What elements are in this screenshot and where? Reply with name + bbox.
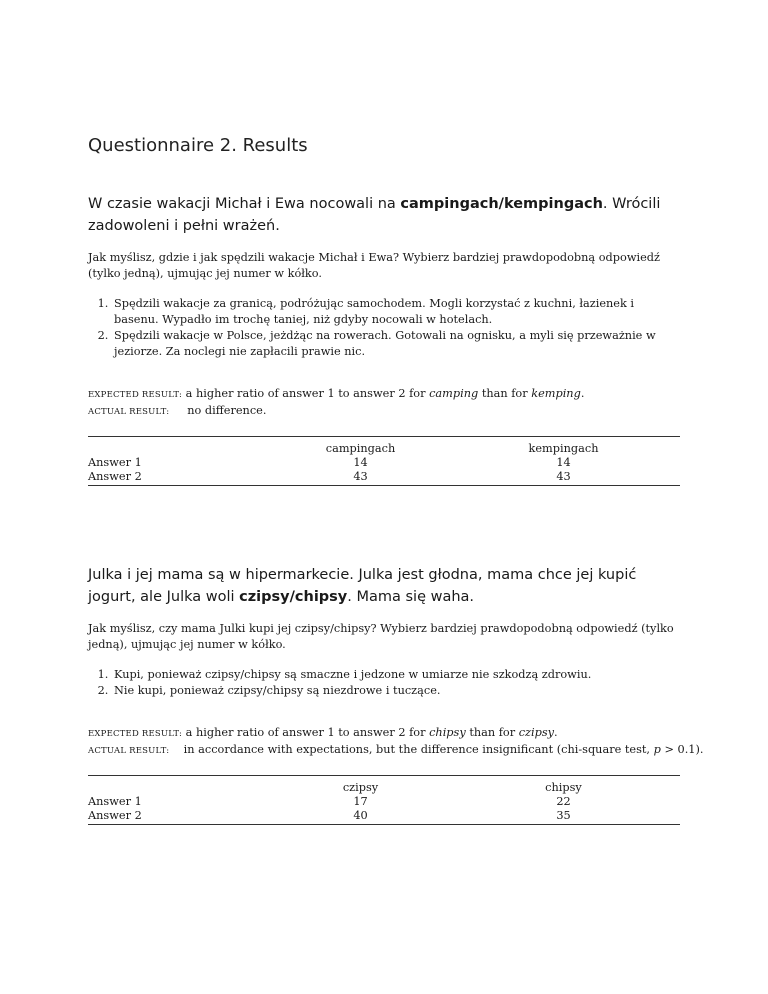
actual-result [88, 742, 704, 759]
results-block [88, 386, 680, 420]
expected-term: chipsy [429, 726, 466, 739]
table-header-row [88, 437, 680, 457]
answer-option-2: 2. Nie kupi, ponieważ czipsy/chipsy są niezdrowe i tuczące. [112, 683, 680, 699]
expected-text: a higher ratio of answer 1 to answer 2 for [185, 387, 430, 400]
expected-label: EXPECTED RESULT: [88, 390, 183, 400]
table-cell: 43 [556, 470, 571, 483]
results-table [88, 436, 680, 486]
table-header-empty [88, 437, 274, 457]
table-header-cell: chipsy [545, 781, 582, 794]
scenario-heading [88, 564, 680, 608]
table-row [88, 809, 680, 825]
table-row [88, 470, 680, 486]
expected-result [88, 386, 680, 403]
expected-term: kemping [531, 387, 581, 400]
heading-keyword: czipsy/chipsy [239, 589, 348, 605]
heading-text: . Mama się waha. [347, 589, 475, 605]
actual-text: in accordance with expectations, but the difference insignificant (chi-square test, [183, 743, 654, 756]
table-cell: 35 [556, 809, 571, 822]
row-label: Answer 2 [88, 809, 142, 822]
table-header-row [88, 776, 680, 796]
table-header-cell: campingach [325, 442, 396, 455]
actual-text: no difference. [187, 404, 267, 417]
table-header-cell: kempingach [528, 442, 599, 455]
heading-keyword: campingach/kempingach [400, 196, 603, 212]
expected-text: than for [465, 726, 519, 739]
table-header-cell: czipsy [342, 781, 379, 794]
results-block [88, 725, 704, 759]
expected-term: camping [429, 387, 479, 400]
answer-option-2: 2. Spędzili wakacje w Polsce, jeżdżąc na rowerach. Gotowali na ognisku, a myli się przeważnie w jeziorze. Za noclegi nie zapłacili prawie nic. [112, 328, 680, 360]
answer-list [88, 296, 680, 360]
row-label: Answer 1 [88, 456, 142, 469]
table-cell: 14 [353, 456, 368, 469]
table-cell: 14 [556, 456, 571, 469]
question-section-2 [88, 564, 704, 825]
actual-term: p [653, 743, 661, 756]
page-title: Questionnaire 2. Results [88, 135, 308, 156]
heading-text: Julka i jej mama są w hipermarkecie. Julka jest głodna, mama chce jej kupić jogurt, ale Julka woli [88, 567, 637, 605]
table-header-empty [88, 776, 274, 796]
expected-text: than for [478, 387, 532, 400]
results-table [88, 775, 680, 825]
table-cell: 17 [353, 795, 368, 808]
actual-result [88, 403, 680, 420]
table-cell: 40 [353, 809, 368, 822]
expected-text: . [554, 726, 558, 739]
expected-text: . [580, 387, 585, 400]
question-text: Jak myślisz, czy mama Julki kupi jej czipsy/chipsy? Wybierz bardziej prawdopodobną odpowiedź (tylko jedną), ujmując jej numer w kółko. [88, 622, 674, 651]
table-row [88, 456, 680, 470]
heading-text: . Wrócili zadowoleni i pełni wrażeń. [88, 196, 661, 234]
expected-label: EXPECTED RESULT: [88, 729, 183, 739]
expected-result [88, 725, 680, 742]
actual-text: > 0.1). [660, 743, 704, 756]
heading-text: W czasie wakacji Michał i Ewa nocowali na [88, 196, 401, 212]
answer-option-1: 1. Spędzili wakacje za granicą, podróżując samochodem. Mogli korzystać z kuchni, łazienek i basenu. Wypadło im trochę taniej, niż gdyby nocowali w hotelach. [112, 296, 680, 328]
question-text: Jak myślisz, gdzie i jak spędzili wakacje Michał i Ewa? Wybierz bardziej prawdopodobną odpowiedź (tylko jedną), ujmując jej numer w kółko. [88, 251, 660, 280]
row-label: Answer 2 [88, 470, 142, 483]
table-row [88, 795, 680, 809]
actual-label: ACTUAL RESULT: [88, 746, 170, 756]
scenario-heading [88, 193, 680, 237]
table-cell: 22 [556, 795, 571, 808]
row-label: Answer 1 [88, 795, 142, 808]
answer-option-1: 1. Kupi, ponieważ czipsy/chipsy są smaczne i jedzone w umiarze nie szkodzą zdrowiu. [112, 667, 680, 683]
actual-label: ACTUAL RESULT: [88, 407, 170, 417]
expected-term: czipsy [518, 726, 555, 739]
expected-text: a higher ratio of answer 1 to answer 2 for [185, 726, 430, 739]
question-section-1 [88, 193, 680, 486]
answer-list [88, 667, 680, 699]
table-cell: 43 [353, 470, 368, 483]
